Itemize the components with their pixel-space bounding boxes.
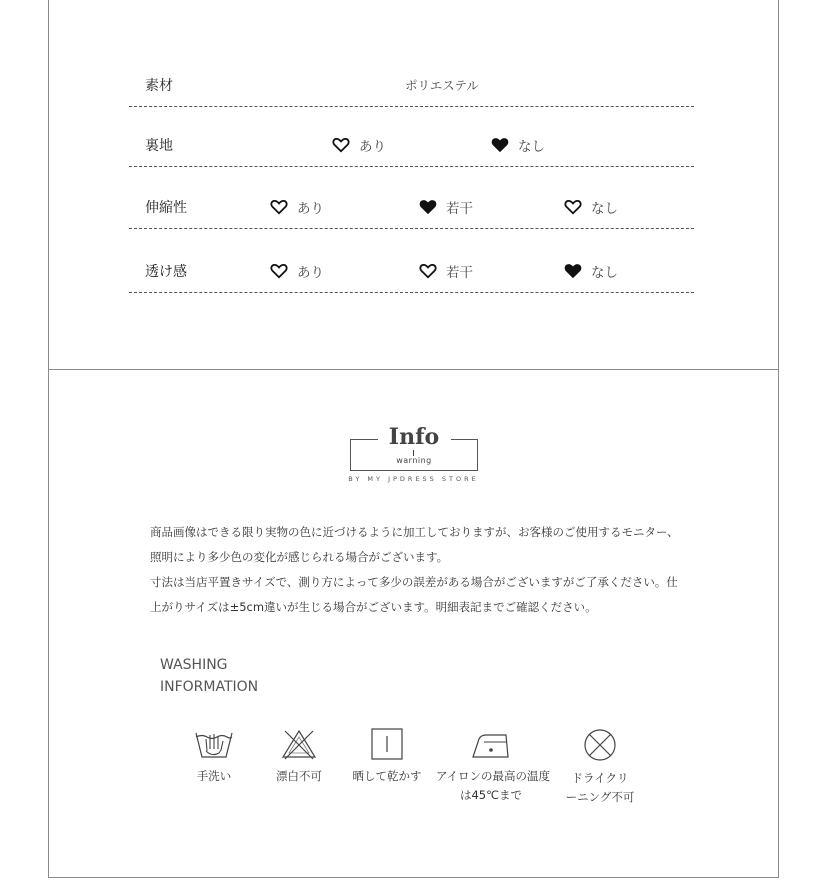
spec-row-stretch xyxy=(129,189,694,229)
wash-label: は45℃まで xyxy=(459,788,523,802)
option-label: なし xyxy=(591,265,618,281)
spec-label-material: 素材 xyxy=(145,78,173,94)
option-lining-no xyxy=(491,135,545,155)
heart-outline-icon xyxy=(419,263,437,279)
option-stretch-yes xyxy=(270,197,324,217)
wash-label: アイロンの最高の温度 xyxy=(436,769,550,783)
spec-label-sheerness: 透け感 xyxy=(145,264,187,280)
wash-label: ーニング不可 xyxy=(565,790,635,804)
wash-label: 晒して乾かす xyxy=(352,769,422,783)
wash-item-line-dry xyxy=(332,727,442,786)
heart-outline-icon xyxy=(564,199,582,215)
wash-label: ドライクリ xyxy=(571,771,629,785)
washing-title: WASHING INFORMATION xyxy=(160,657,259,695)
heart-outline-icon xyxy=(332,137,350,153)
notice-line: 商品画像はできる限り実物の色に近づけるように加工しておりますが、お客様のご使用するモニター、 xyxy=(150,525,679,539)
option-stretch-no xyxy=(564,197,618,217)
option-stretch-slight xyxy=(419,197,473,217)
wash-label: 手洗い xyxy=(196,769,232,783)
info-panel xyxy=(48,369,779,878)
spec-row-material xyxy=(129,67,694,107)
option-label: なし xyxy=(591,201,618,217)
wash-item-iron xyxy=(436,727,550,805)
wash-label: 漂白不可 xyxy=(276,769,322,783)
option-sheer-yes xyxy=(270,261,324,281)
info-subtitle: warning xyxy=(396,456,432,465)
no-dry-clean-icon xyxy=(578,727,622,763)
info-title: Info xyxy=(388,424,440,450)
hand-wash-icon xyxy=(192,727,236,761)
option-label: 若干 xyxy=(446,265,473,281)
spec-panel xyxy=(48,0,779,370)
spec-label-lining: 裏地 xyxy=(145,138,173,154)
notice-text xyxy=(150,520,730,620)
dashed-divider xyxy=(129,292,694,293)
heart-filled-icon xyxy=(419,199,437,215)
spec-label-stretch: 伸縮性 xyxy=(145,200,187,216)
option-sheer-no xyxy=(564,261,618,281)
option-label: あり xyxy=(297,201,324,217)
spec-value-material: ポリエステル xyxy=(405,78,479,93)
iron-low-icon xyxy=(468,727,514,761)
option-lining-yes xyxy=(332,135,386,155)
dashed-divider xyxy=(129,166,694,167)
heart-outline-icon xyxy=(270,263,288,279)
option-sheer-slight xyxy=(419,261,473,281)
line-dry-icon xyxy=(365,727,409,761)
dashed-divider xyxy=(129,228,694,229)
option-label: なし xyxy=(518,139,545,155)
option-label: あり xyxy=(297,265,324,281)
spec-row-sheerness xyxy=(129,253,694,293)
option-label: 若干 xyxy=(446,201,473,217)
notice-line: 寸法は当店平置きサイズで、測り方によって多少の誤差がある場合がございますがご了承ください。仕 xyxy=(150,575,678,589)
heart-filled-icon xyxy=(564,263,582,279)
notice-line: 照明により多少色の変化が感じられる場合がございます。 xyxy=(150,550,449,564)
info-heading-box xyxy=(350,424,478,470)
spec-row-lining xyxy=(129,127,694,167)
notice-line: 上がりサイズは±5cm違いが生じる場合がございます。明細表記までご確認ください。 xyxy=(150,600,597,614)
dashed-divider xyxy=(129,106,694,107)
store-byline: BY MY JPDRESS STORE xyxy=(348,475,479,483)
heart-filled-icon xyxy=(491,137,509,153)
wash-item-no-dry-clean xyxy=(545,727,655,807)
heart-outline-icon xyxy=(270,199,288,215)
option-label: あり xyxy=(359,139,386,155)
no-bleach-icon xyxy=(277,727,321,761)
